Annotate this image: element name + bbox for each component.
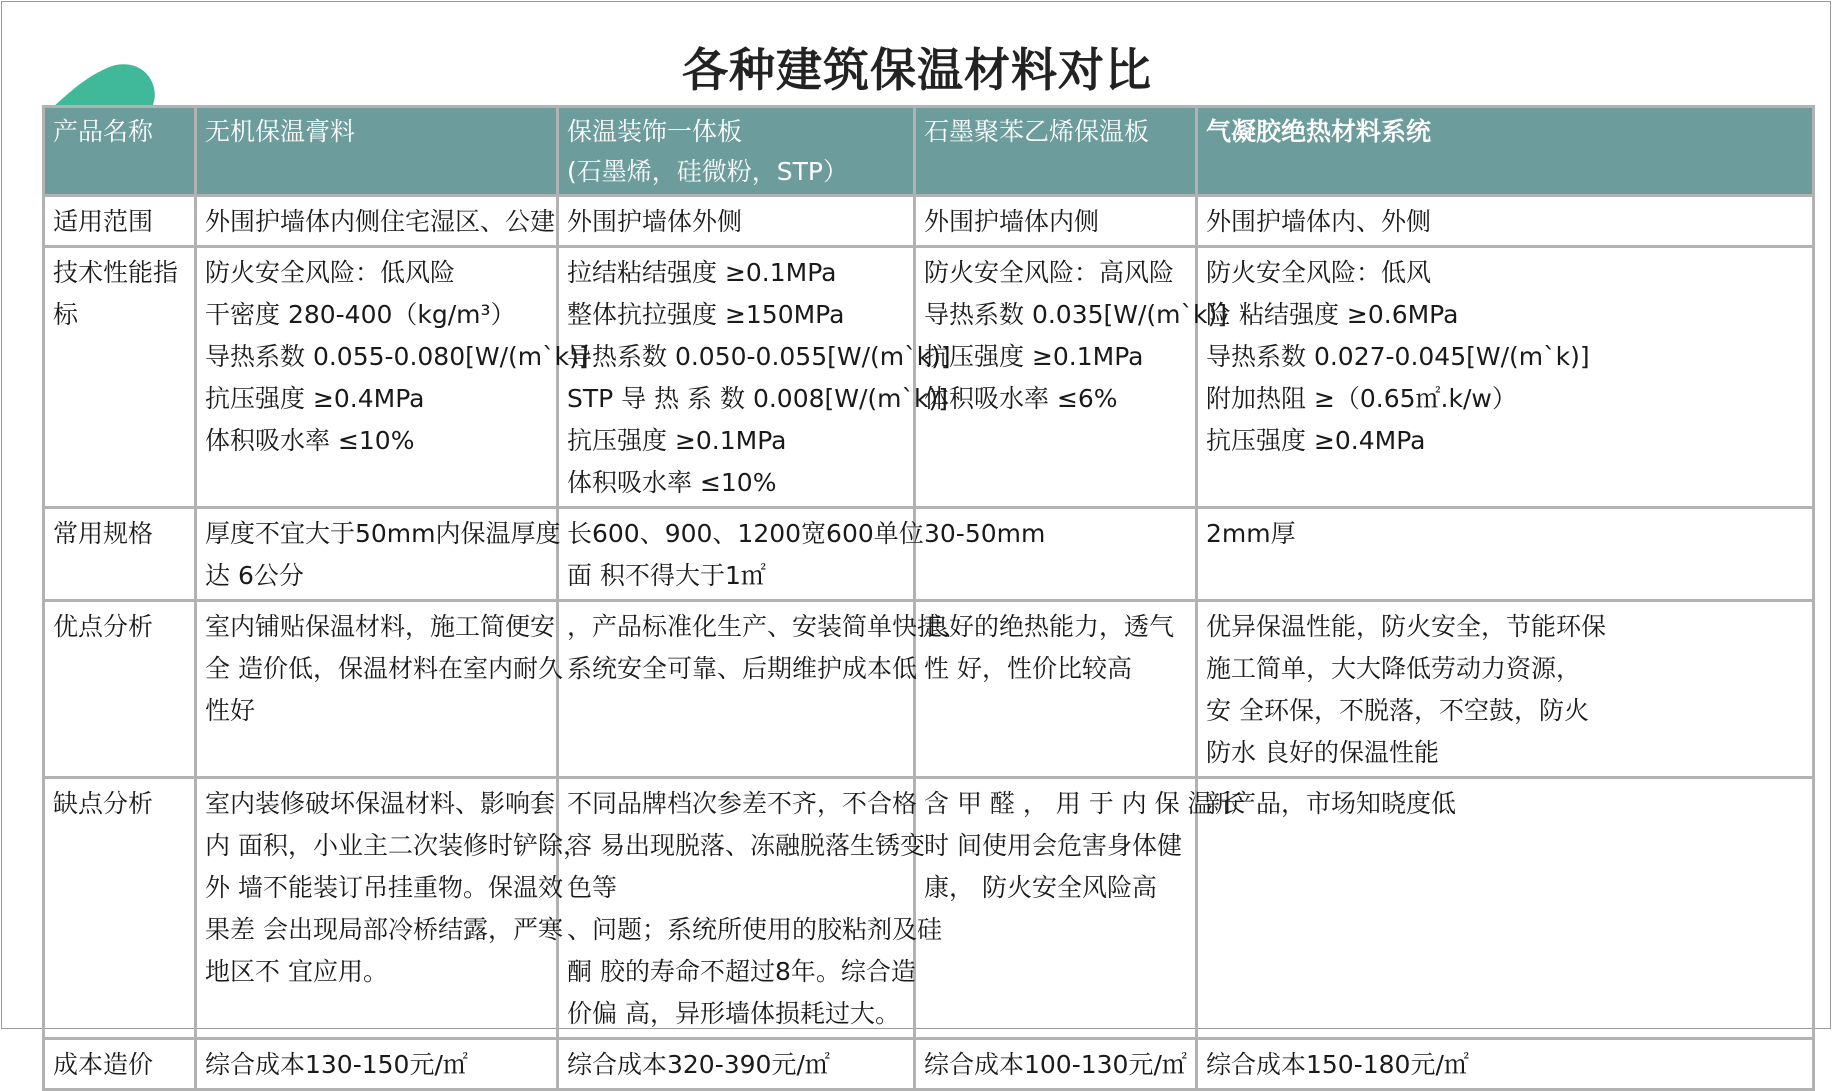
row-label-cell: [44, 196, 196, 247]
cell-decorative-board: [558, 1039, 915, 1090]
cell-text-line: 拉结粘结强度 ≥0.1MPa: [567, 258, 837, 287]
cell-inorganic-paste: [196, 601, 563, 778]
cell-graphite-eps-board: [915, 196, 1197, 247]
cell-text-line: 果差 会出现局部冷桥结露，严寒: [205, 915, 563, 944]
cell-text-line: 外围护墙体内侧: [924, 207, 1100, 236]
cell-text-line: 室内铺贴保温材料，施工简便安: [205, 612, 556, 641]
cell-text-line: ，产品标准化生产、安装简单快捷、: [567, 612, 968, 641]
header-product-2: [558, 107, 915, 196]
cell-inorganic-paste: [196, 247, 589, 508]
table-header-row: [44, 107, 1814, 196]
cell-text-line: 防火安全风险：高风险: [924, 258, 1175, 287]
cell-decorative-board: [558, 601, 968, 778]
cell-text-line: 干密度 280-400（kg/m³）: [205, 300, 516, 329]
cell-text-line: 容 易出现脱落、冻融脱落生锈变: [567, 831, 925, 860]
cell-text-line: 价偏 高，异形墙体损耗过大。: [567, 999, 900, 1028]
header-product-1: [196, 107, 558, 196]
row-label-cell: [44, 601, 196, 778]
cell-text-line: 内 面积，小业主二次装修时铲除，: [205, 831, 588, 860]
header-label: 产品名称: [53, 117, 154, 146]
cell-text-line: 防火安全风险：低风险: [205, 258, 456, 287]
cell-inorganic-paste: [196, 196, 558, 247]
row-advantages: [44, 601, 1814, 778]
comparison-table: [42, 105, 1815, 1091]
cell-text-line: 外 墙不能装订吊挂重物。保温效: [205, 873, 563, 902]
header-label-cell: [44, 107, 196, 196]
cell-text-line: 含 甲 醛 ， 用 于 内 保 温 长: [924, 789, 1246, 818]
cell-text-line: 险 粘结强度 ≥0.6MPa: [1206, 300, 1459, 329]
cell-text-line: 抗压强度 ≥0.1MPa: [567, 426, 787, 455]
cell-text-line: 外围护墙体内、外侧: [1206, 207, 1432, 236]
cell-inorganic-paste: [196, 1039, 558, 1090]
row-label: 缺点分析: [53, 789, 154, 818]
cell-text-line: 导热系数 0.027-0.045[W/(m`k)]: [1206, 342, 1590, 371]
cell-text-line: 厚度不宜大于50mm内保温厚度: [205, 519, 561, 548]
product-name: 无机保温膏料: [205, 117, 356, 146]
cell-text-line: 性好: [205, 696, 256, 725]
cell-aerogel-system: [1197, 196, 1814, 247]
cell-text-line: 色等: [567, 873, 618, 902]
row-disadvantages: [44, 778, 1814, 1039]
cell-text-line: STP 导 热 系 数 0.008[W/(m`k)]: [567, 384, 949, 413]
cell-text-line: 体积吸水率 ≤6%: [924, 384, 1118, 413]
cell-inorganic-paste: [196, 508, 561, 601]
cell-text-line: 性 好，性价比较高: [924, 654, 1132, 683]
cell-text-line: 良好的绝热能力，透气: [924, 612, 1175, 641]
page-title: 各种建筑保温材料对比: [682, 43, 1152, 97]
cell-text-line: 抗压强度 ≥0.4MPa: [205, 384, 425, 413]
cell-text-line: 全 造价低，保温材料在室内耐久: [205, 654, 563, 683]
cell-decorative-board: [558, 778, 943, 1039]
product-name: 保温装饰一体板: [567, 117, 743, 146]
header-product-3: [915, 107, 1197, 196]
cell-aerogel-system: [1197, 1039, 1814, 1090]
header-product-4: [1197, 107, 1814, 196]
product-subtitle: (石墨烯，硅微粉，STP）: [567, 157, 848, 186]
cell-text-line: 导热系数 0.055-0.080[W/(m`k)]: [205, 342, 589, 371]
cell-text-line: 安 全环保，不脱落，不空鼓，防火: [1206, 696, 1589, 725]
cell-text-line: 抗压强度 ≥0.4MPa: [1206, 426, 1426, 455]
row-scope: [44, 196, 1814, 247]
row-label: 成本造价: [53, 1050, 154, 1079]
product-name: 石墨聚苯乙烯保温板: [924, 117, 1150, 146]
cell-text-line: 、问题；系统所使用的胶粘剂及硅: [567, 915, 943, 944]
cell-text-line: 附加热阻 ≥（0.65㎡.k/w）: [1206, 384, 1517, 413]
cell-text-line: 长600、900、1200宽600单位: [567, 519, 924, 548]
cell-text-line: 系统安全可靠、后期维护成本低: [567, 654, 918, 683]
cell-text-line: 施工简单，大大降低劳动力资源，: [1206, 654, 1582, 683]
cell-text-line: 2mm厚: [1206, 519, 1296, 548]
cell-text-line: 整体抗拉强度 ≥150MPa: [567, 300, 845, 329]
cell-graphite-eps-board: [915, 1039, 1197, 1090]
product-name: 气凝胶绝热材料系统: [1206, 117, 1432, 146]
row-label-cell: [44, 247, 196, 508]
cell-text-line: 新产品，市场知晓度低: [1206, 789, 1457, 818]
cell-inorganic-paste: [196, 778, 588, 1039]
cell-text-line: 综合成本150-180元/㎡: [1206, 1050, 1469, 1079]
cell-text-line: 时 间使用会危害身体健: [924, 831, 1182, 860]
cell-graphite-eps-board: [915, 508, 1197, 601]
cell-text-line: 体积吸水率 ≤10%: [205, 426, 415, 455]
cell-text-line: 不同品牌档次参差不齐，不合格: [567, 789, 918, 818]
row-label: 技术性能指标: [53, 258, 179, 329]
cell-graphite-eps-board: [915, 247, 1228, 508]
row-label: 适用范围: [53, 207, 154, 236]
cell-aerogel-system: [1197, 601, 1814, 778]
row-cost: [44, 1039, 1814, 1090]
cell-text-line: 面 积不得大于1㎡: [567, 561, 766, 590]
cell-text-line: 酮 胶的寿命不超过8年。综合造: [567, 957, 916, 986]
cell-decorative-board: [558, 247, 951, 508]
row-spec: [44, 508, 1814, 601]
row-label: 常用规格: [53, 519, 154, 548]
row-label-cell: [44, 508, 196, 601]
cell-text-line: 导热系数 0.035[W/(m`k)]: [924, 300, 1228, 329]
cell-text-line: 防火安全风险：低风: [1206, 258, 1432, 287]
cell-text-line: 综合成本130-150元/㎡: [205, 1050, 468, 1079]
cell-aerogel-system: [1197, 247, 1814, 508]
cell-decorative-board: [558, 196, 915, 247]
cell-aerogel-system: [1197, 778, 1814, 1039]
cell-text-line: 抗压强度 ≥0.1MPa: [924, 342, 1144, 371]
row-performance: [44, 247, 1814, 508]
cell-text-line: 优异保温性能，防火安全，节能环保: [1206, 612, 1607, 641]
cell-text-line: 外围护墙体外侧: [567, 207, 743, 236]
row-label-cell: [44, 778, 196, 1039]
cell-text-line: 外围护墙体内侧住宅湿区、公建: [205, 207, 556, 236]
row-label-cell: [44, 1039, 196, 1090]
cell-text-line: 达 6公分: [205, 561, 304, 590]
cell-text-line: 综合成本100-130元/㎡: [924, 1050, 1187, 1079]
cell-text-line: 导热系数 0.050-0.055[W/(m`k)]: [567, 342, 951, 371]
cell-text-line: 防水 良好的保温性能: [1206, 738, 1439, 767]
cell-aerogel-system: [1197, 508, 1814, 601]
cell-graphite-eps-board: [915, 601, 1197, 778]
cell-text-line: 30-50mm: [924, 519, 1046, 548]
row-label: 优点分析: [53, 612, 154, 641]
cell-text-line: 体积吸水率 ≤10%: [567, 468, 777, 497]
cell-decorative-board: [558, 508, 924, 601]
cell-text-line: 康， 防火安全风险高: [924, 873, 1157, 902]
cell-text-line: 地区不 宜应用。: [205, 957, 388, 986]
cell-graphite-eps-board: [915, 778, 1246, 1039]
cell-text-line: 综合成本320-390元/㎡: [567, 1050, 830, 1079]
cell-text-line: 室内装修破坏保温材料、影响套: [205, 789, 556, 818]
